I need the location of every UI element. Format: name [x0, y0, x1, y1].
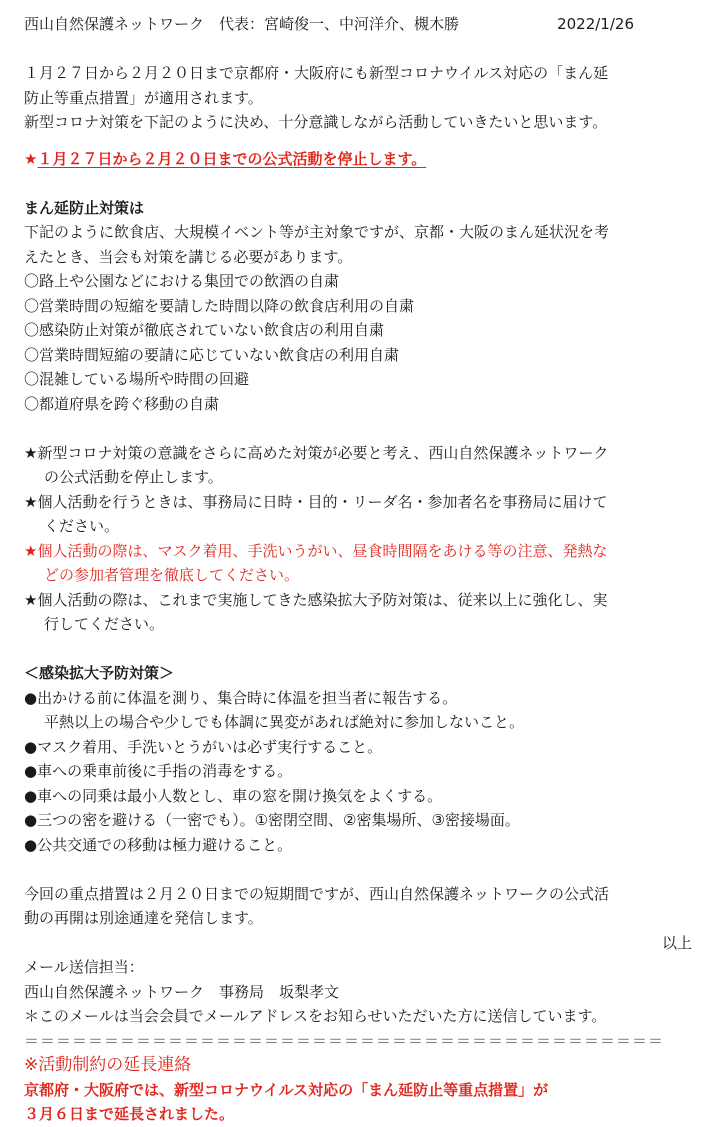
measure-item: ●車への乗車前後に手指の消毒をする。	[24, 762, 293, 780]
document-date: 2022/1/26	[557, 15, 634, 33]
document-header	[24, 12, 634, 37]
extension-line: ３月６日まで延長されました。	[24, 1105, 235, 1123]
prevention-desc: 下記のように飲食店、大規模イベント等が主対象ですが、京都・大阪のまん延状況を考	[24, 223, 610, 241]
prevention-item: 〇感染防止対策が徹底されていない飲食店の利用自粛	[24, 321, 385, 339]
prevention-desc: えたとき、当会も対策を講じる必要があります。	[24, 247, 353, 266]
notice-line: ★個人活動を行うときは、事務局に日時・目的・リーダ名・参加者名を事務局に届けて	[24, 492, 608, 511]
notice-line: 行してください。	[44, 615, 165, 633]
notice-line-warning: ★個人活動の際は、マスク着用、手洗いうがい、昼食時間隔をあける等の注意、発熱な	[24, 541, 608, 560]
prevention-item: 〇営業時間の短縮を要請した時間以降の飲食店利用の自粛	[24, 296, 415, 315]
measures-title: ＜感染拡大予防対策＞	[24, 664, 175, 682]
closing-line: 動の再開は別途通達を発信します。	[24, 909, 263, 927]
closing-line: 今回の重点措置は２月２０日までの短期間ですが、西山自然保護ネットワークの公式活	[24, 884, 610, 903]
measure-item: ●三つの密を避ける（一密でも）。①密閉空間、②密集場所、③密接場面。	[24, 811, 520, 829]
notice-line: の公式活動を停止します。	[44, 468, 223, 486]
suspension-headline	[24, 147, 692, 172]
star-icon: ★	[24, 149, 38, 168]
org-representatives: 西山自然保護ネットワーク 代表：宮崎俊一、中河洋介、槻木勝	[24, 15, 460, 33]
prevention-item: 〇混雑している場所や時間の回避	[24, 370, 250, 388]
notice-line: ★個人活動の際は、これまで実施してきた感染拡大予防対策は、従来以上に強化し、実	[24, 590, 608, 609]
prevention-item: 〇営業時間短縮の要請に応じていない飲食店の利用自粛	[24, 345, 400, 364]
measure-item: 平熱以上の場合や少しでも体調に異変があれば絶対に参加しないこと。	[44, 713, 525, 731]
extension-line: 京都府・大阪府では、新型コロナウイルス対応の「まん延防止等重点措置」が	[24, 1080, 549, 1099]
contact-note: ＊このメールは当会会員でメールアドレスをお知らせいただいた方に送信しています。	[24, 1007, 607, 1025]
notice-line-warning: どの参加者管理を徹底してください。	[44, 566, 300, 584]
measure-item: ●公共交通での移動は極力避けること。	[24, 835, 293, 854]
separator-line: ＝＝＝＝＝＝＝＝＝＝＝＝＝＝＝＝＝＝＝＝＝＝＝＝＝＝＝＝＝＝＝＝＝＝＝＝＝＝＝＝	[24, 1031, 665, 1050]
intro-line: 防止等重点措置」が適用されます。	[24, 88, 263, 107]
measure-item: ●出かける前に体温を測り、集合時に体温を担当者に報告する。	[24, 688, 458, 707]
suspension-headline-text: １月２７日から２月２０日までの公式活動を停止します。	[37, 149, 427, 168]
contact-name: 西山自然保護ネットワーク 事務局 坂梨孝文	[24, 982, 340, 1001]
prevention-item: 〇都道府県を跨ぐ移動の自粛	[24, 394, 220, 413]
prevention-title: まん延防止対策は	[24, 198, 145, 217]
notice-line: ください。	[44, 517, 120, 535]
document-body	[24, 12, 692, 1127]
measure-item: ●車への同乗は最小人数とし、車の窓を開け換気をよくする。	[24, 786, 443, 805]
notice-line: ★新型コロナ対策の意識をさらに高めた対策が必要と考え、西山自然保護ネットワーク	[24, 443, 609, 462]
intro-line: 新型コロナ対策を下記のように決め、十分意識しながら活動していきたいと思います。	[24, 113, 608, 131]
intro-line: １月２７日から２月２０日まで京都府・大阪府にも新型コロナウイルス対応の「まん延	[24, 64, 609, 82]
prevention-item: 〇路上や公園などにおける集団での飲酒の自粛	[24, 272, 340, 290]
extension-title: ※活動制約の延長連絡	[24, 1055, 192, 1075]
end-mark: 以上	[661, 933, 692, 952]
contact-label: メール送信担当：	[24, 958, 144, 976]
measure-item: ●マスク着用、手洗いとうがいは必ず実行すること。	[24, 737, 383, 756]
